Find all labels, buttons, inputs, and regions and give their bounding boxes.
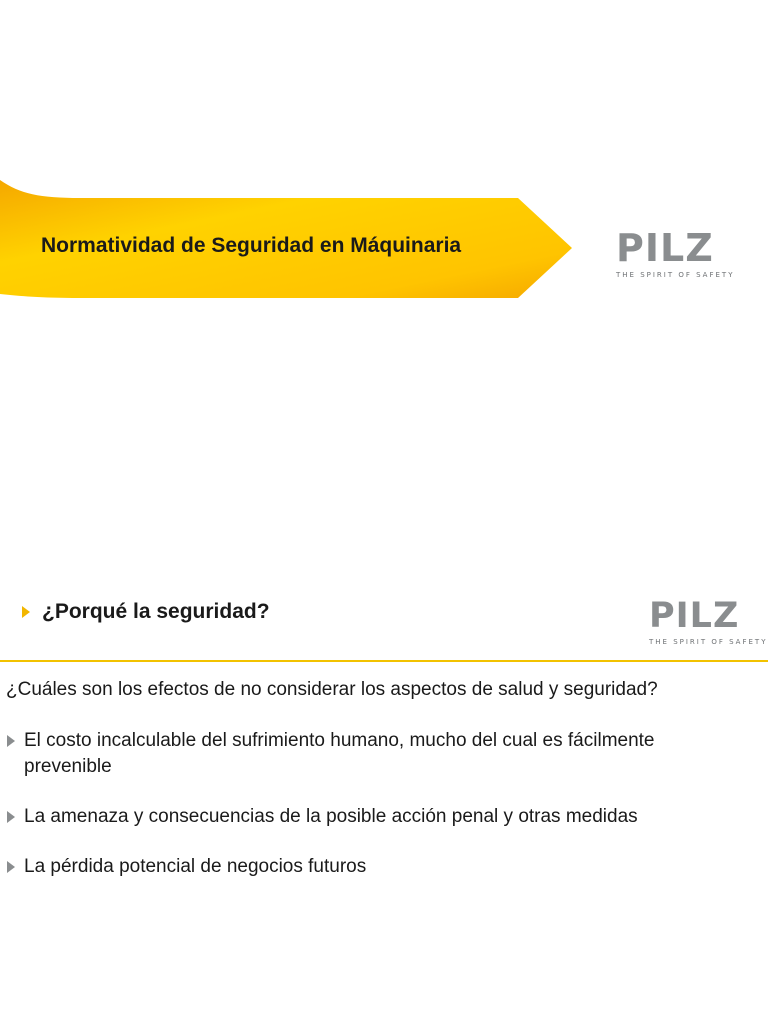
divider <box>0 660 768 662</box>
triangle-bullet-icon <box>7 735 15 747</box>
slide-title: Normatividad de Seguridad en Máquinaria <box>41 234 462 257</box>
pilz-logo-slide-2 <box>649 596 768 646</box>
logo-wordmark: PILZ <box>649 596 740 636</box>
triangle-bullet-icon <box>22 606 30 618</box>
heading-text: ¿Porqué la seguridad? <box>42 600 270 623</box>
bullet-list <box>6 728 746 880</box>
triangle-bullet-icon <box>7 861 15 873</box>
pilz-logo <box>616 226 735 279</box>
list-item <box>6 854 746 880</box>
logo-tagline: THE SPIRIT OF SAFETY <box>649 638 768 646</box>
bullet-text: La pérdida potencial de negocios futuros <box>24 856 367 877</box>
logo-wordmark: PILZ <box>616 226 714 270</box>
bullet-text: El costo incalculable del sufrimiento humano, mucho del cual es fácilmente prevenible <box>24 730 655 777</box>
question-text: ¿Cuáles son los efectos de no considerar los aspectos de salud y seguridad? <box>6 679 658 700</box>
logo-tagline: THE SPIRIT OF SAFETY <box>616 271 735 279</box>
triangle-bullet-icon <box>7 811 15 823</box>
section-heading <box>22 600 270 624</box>
list-item <box>6 804 746 830</box>
bullet-text: La amenaza y consecuencias de la posible acción penal y otras medidas <box>24 806 638 827</box>
list-item <box>6 728 746 780</box>
